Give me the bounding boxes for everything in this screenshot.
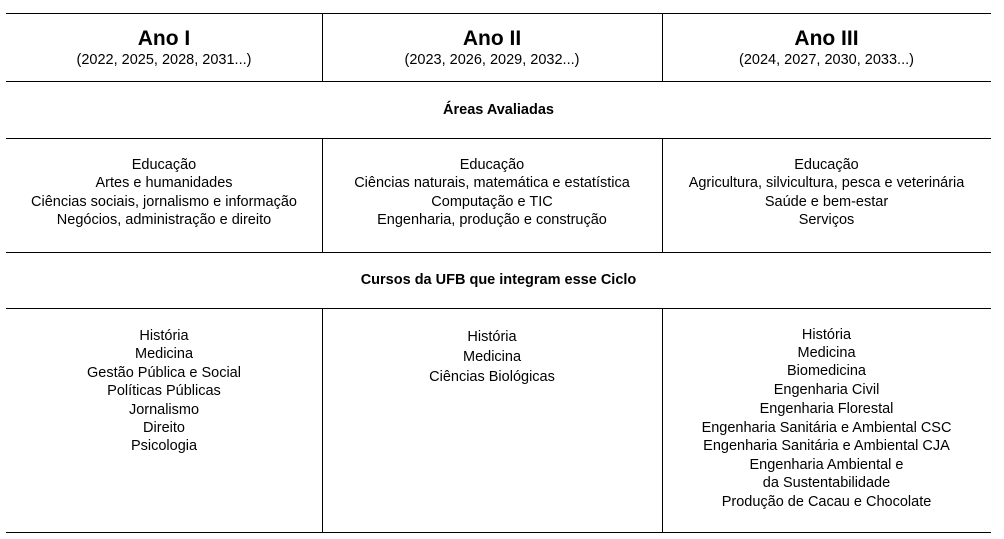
courses-cell-ano-3 (662, 327, 991, 512)
rule-after-courses-label (6, 308, 991, 309)
header-cell-ano-1 (6, 27, 322, 69)
courses-cell-ano-1 (6, 327, 322, 456)
year-title: Ano II (462, 27, 522, 50)
areas-cell-ano-2 (322, 156, 662, 230)
area-item: Saúde e bem-estar (764, 193, 889, 210)
area-item: Ciências sociais, jornalismo e informação (31, 193, 297, 210)
course-item: História (467, 329, 517, 345)
course-item: Engenharia Florestal (759, 401, 894, 417)
year-list: (2023, 2026, 2029, 2032...) (404, 52, 580, 68)
area-item: Computação e TIC (431, 193, 553, 210)
course-item: Gestão Pública e Social (87, 364, 241, 381)
area-item: Negócios, administração e direito (56, 212, 272, 229)
areas-section-label: Áreas Avaliadas (443, 102, 554, 118)
areas-cell-ano-1 (6, 156, 322, 230)
courses-cell-ano-2 (322, 327, 662, 387)
rule-bottom (6, 532, 991, 533)
course-item: Engenharia Ambiental e (749, 456, 904, 473)
course-item: Psicologia (130, 438, 198, 455)
course-item: História (801, 327, 852, 343)
course-item: Engenharia Sanitária e Ambiental CJA (703, 438, 950, 454)
area-item: Serviços (798, 212, 855, 229)
rule-top (6, 13, 991, 14)
course-item: História (139, 328, 189, 344)
year-title: Ano I (137, 27, 191, 50)
area-item: Ciências naturais, matemática e estatística (354, 175, 630, 192)
course-item: Medicina (797, 344, 856, 361)
course-item: Direito (143, 420, 185, 437)
header-cell-ano-3 (662, 27, 991, 69)
area-item: Educação (459, 157, 525, 173)
course-item: Políticas Públicas (107, 383, 221, 400)
area-item: Artes e humanidades (95, 175, 233, 192)
courses-section-label: Cursos da UFB que integram esse Ciclo (360, 272, 637, 288)
year-list: (2024, 2027, 2030, 2033...) (739, 52, 914, 68)
area-item: Educação (794, 157, 859, 173)
course-item: Medicina (462, 349, 522, 365)
rule-after-areas (6, 252, 991, 253)
course-item: da Sustentabilidade (762, 475, 891, 491)
course-item: Engenharia Sanitária e Ambiental CSC (701, 419, 952, 436)
course-item: Produção de Cacau e Chocolate (721, 493, 932, 510)
area-item: Engenharia, produção e construção (377, 212, 607, 229)
area-item: Educação (131, 157, 197, 173)
rule-after-areas-label (6, 138, 991, 139)
course-item: Medicina (134, 346, 194, 363)
area-item: Agricultura, silvicultura, pesca e veterinária (688, 175, 965, 192)
course-item: Jornalismo (128, 401, 200, 418)
header-cell-ano-2 (322, 27, 662, 69)
course-item: Engenharia Civil (773, 382, 880, 398)
year-title: Ano III (794, 27, 859, 50)
year-list: (2022, 2025, 2028, 2031...) (76, 52, 252, 68)
course-item: Biomedicina (787, 363, 866, 379)
rule-after-header (6, 81, 991, 82)
course-item: Ciências Biológicas (429, 369, 555, 385)
areas-cell-ano-3 (662, 156, 991, 230)
